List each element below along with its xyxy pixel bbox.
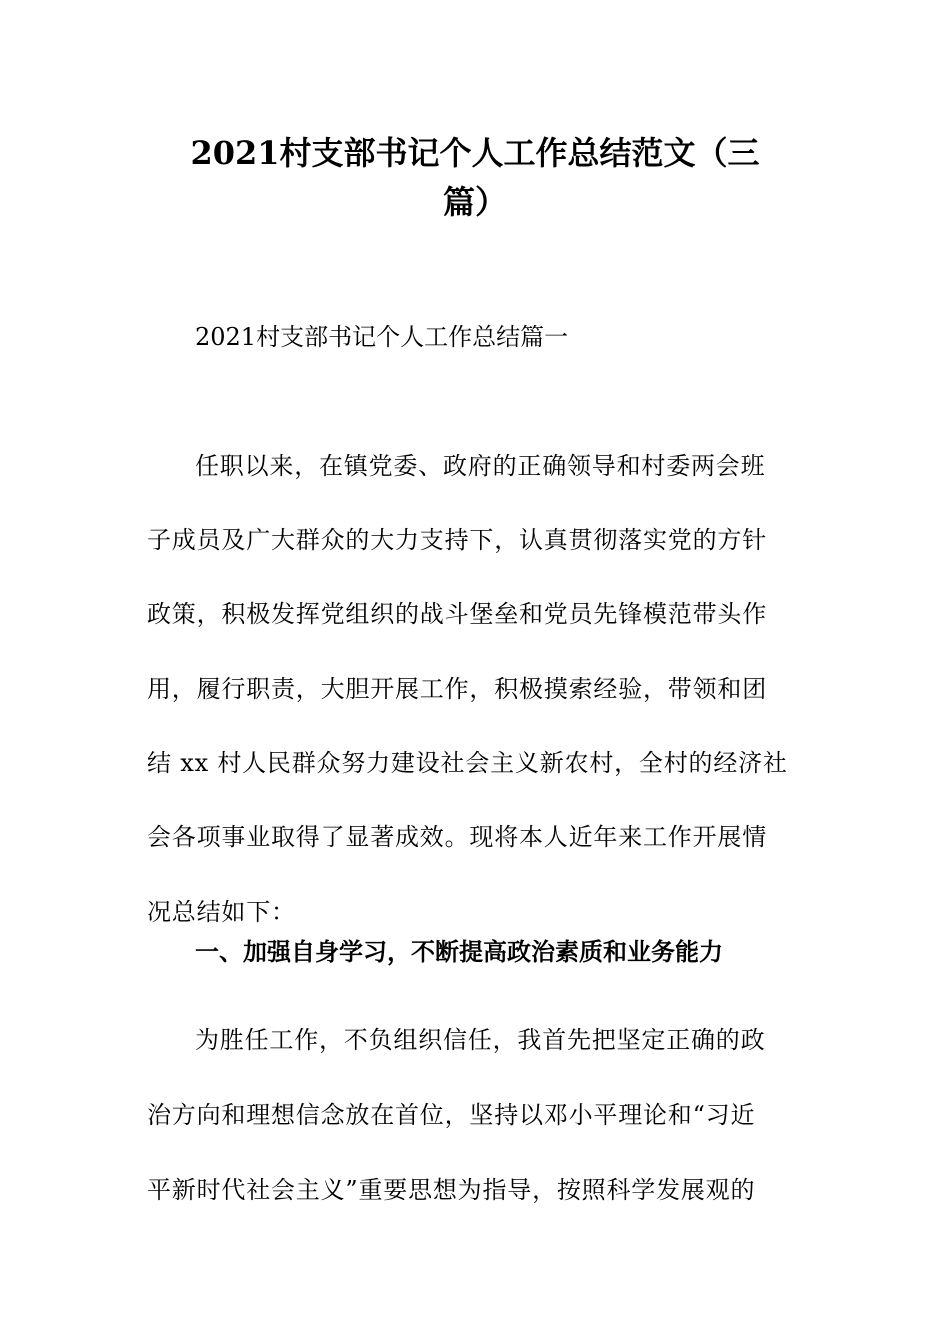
- section-subtitle: 2021村支部书记个人工作总结篇一: [195, 323, 569, 351]
- section-1-heading: 一、加强自身学习，不断提高政治素质和业务能力: [195, 937, 723, 966]
- paragraph-1-line-7: 况总结如下：: [147, 898, 296, 926]
- paragraph-1-line-1: 任职以来，在镇党委、政府的正确领导和村委两会班: [195, 452, 766, 480]
- paragraph-2-line-3: 平新时代社会主义”重要思想为指导，按照科学发展观的: [147, 1176, 756, 1204]
- paragraph-1-line-2: 子成员及广大群众的大力支持下，认真贯彻落实党的方针: [147, 526, 767, 554]
- paragraph-1-line-5: 结 xx 村人民群众努力建设社会主义新农村，全村的经济社: [147, 749, 788, 777]
- paragraph-1-line-6: 会各项事业取得了显著成效。现将本人近年来工作开展情: [147, 823, 767, 851]
- paragraph-1-line-4: 用，履行职责，大胆开展工作，积极摸索经验，带领和团: [147, 675, 767, 703]
- document-title-line-2: 篇）: [442, 183, 507, 221]
- paragraph-1-line-3: 政策，积极发挥党组织的战斗堡垒和党员先锋模范带头作: [147, 600, 767, 628]
- paragraph-2-line-2: 治方向和理想信念放在首位，坚持以邓小平理论和“习近: [147, 1101, 756, 1129]
- document-title-line-1: 2021村支部书记个人工作总结范文（三: [190, 134, 760, 172]
- paragraph-2-line-1: 为胜任工作，不负组织信任，我首先把坚定正确的政: [195, 1026, 766, 1054]
